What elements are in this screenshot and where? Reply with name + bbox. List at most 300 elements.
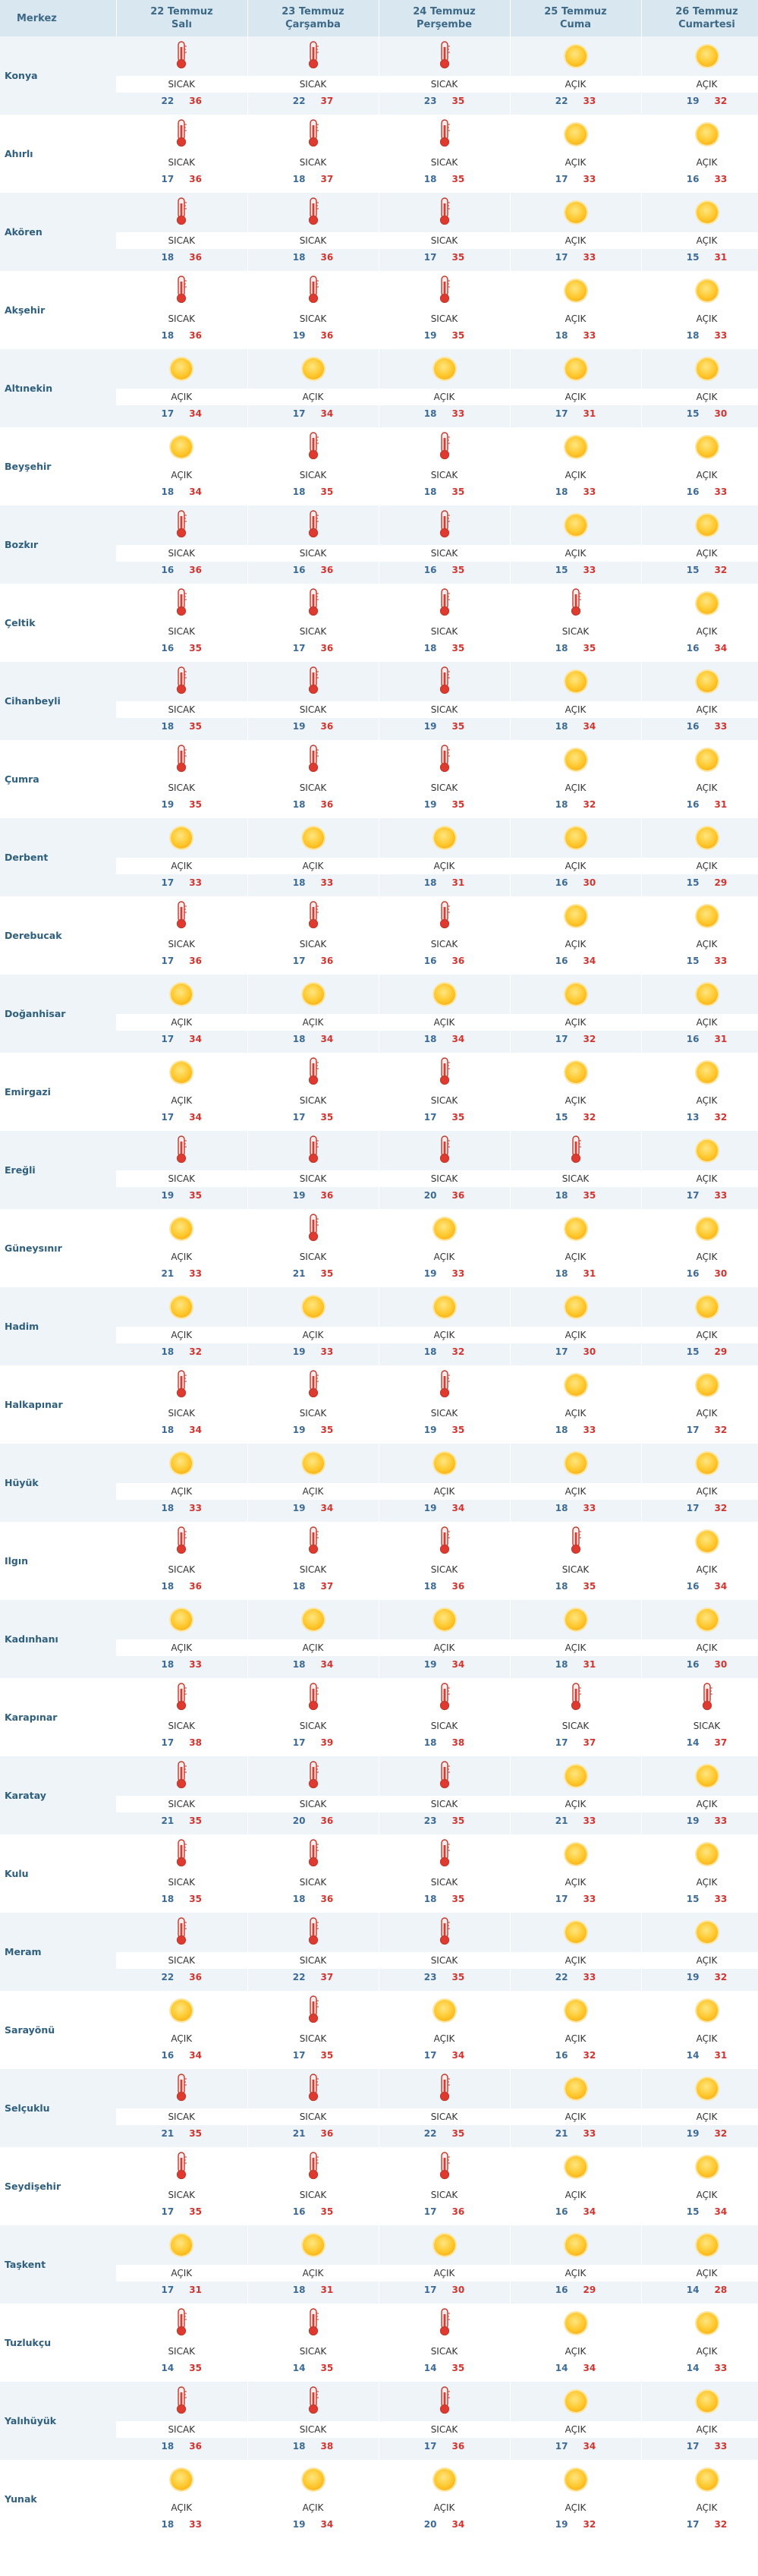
forecast-cell xyxy=(116,193,247,271)
max-temp: 35 xyxy=(583,643,596,653)
condition-label: SICAK xyxy=(116,232,247,249)
district-name: Güneysınır xyxy=(0,1209,116,1287)
condition-label: SICAK xyxy=(248,1874,379,1891)
weather-icon-box xyxy=(642,2147,758,2187)
temperature-range xyxy=(116,874,247,891)
thermometer-icon xyxy=(174,1838,189,1870)
forecast-cell xyxy=(247,740,379,818)
forecast-cell xyxy=(641,36,758,115)
temperature-range xyxy=(511,2125,641,2142)
thermometer-icon xyxy=(306,1916,321,1948)
min-temp: 16 xyxy=(423,956,437,966)
max-temp: 31 xyxy=(714,2050,728,2061)
district-name: Emirgazi xyxy=(0,1053,116,1131)
min-temp: 18 xyxy=(161,1894,175,1904)
condition-label: AÇIK xyxy=(511,1092,641,1109)
max-temp: 33 xyxy=(583,252,596,263)
district-row xyxy=(0,36,758,115)
weather-icon-box xyxy=(379,1053,510,1092)
weather-icon-box xyxy=(642,975,758,1014)
header-row xyxy=(0,0,758,36)
min-temp: 17 xyxy=(161,1034,175,1044)
min-temp: 13 xyxy=(686,1112,700,1123)
min-temp: 14 xyxy=(686,2285,700,2295)
thermometer-icon xyxy=(568,587,583,619)
max-temp: 36 xyxy=(189,252,202,263)
max-temp: 34 xyxy=(189,408,202,419)
max-temp: 36 xyxy=(320,1894,334,1904)
max-temp: 31 xyxy=(714,1034,728,1044)
temperature-range xyxy=(116,2125,247,2142)
weather-icon-box xyxy=(642,740,758,779)
forecast-cell xyxy=(641,1522,758,1600)
min-temp: 19 xyxy=(686,1972,700,1982)
weather-icon-box xyxy=(116,1209,247,1249)
max-temp: 35 xyxy=(189,2128,202,2139)
thermometer-icon xyxy=(174,1369,189,1401)
temperature-range xyxy=(642,327,758,344)
condition-label: SICAK xyxy=(379,76,510,93)
condition-label: SICAK xyxy=(379,2421,510,2438)
min-temp: 21 xyxy=(292,1268,306,1279)
forecast-cell xyxy=(641,271,758,349)
temperature-range xyxy=(511,1031,641,1047)
day-date: 24 Temmuz xyxy=(413,6,476,17)
sun-icon xyxy=(565,436,587,458)
min-temp: 18 xyxy=(555,1190,568,1201)
forecast-cell xyxy=(247,271,379,349)
max-temp: 36 xyxy=(320,799,334,810)
max-temp: 32 xyxy=(583,2050,596,2061)
min-temp: 22 xyxy=(161,1972,175,1982)
sun-icon xyxy=(565,2000,587,2021)
temperature-range xyxy=(248,327,379,344)
sun-icon xyxy=(565,671,587,692)
thermometer-icon xyxy=(306,197,321,228)
weather-icon-box xyxy=(642,1053,758,1092)
weather-icon-box xyxy=(642,1834,758,1874)
temperature-range xyxy=(379,2203,510,2220)
weather-icon-box xyxy=(116,1600,247,1639)
forecast-cell xyxy=(641,2304,758,2382)
weather-icon-box xyxy=(116,818,247,858)
temperature-range xyxy=(248,640,379,657)
thermometer-icon xyxy=(174,275,189,307)
min-temp: 18 xyxy=(161,721,175,732)
min-temp: 23 xyxy=(423,96,437,106)
condition-label: SICAK xyxy=(642,1718,758,1734)
sun-icon xyxy=(697,827,718,849)
district-row xyxy=(0,1991,758,2069)
forecast-body xyxy=(0,36,758,2538)
temperature-range xyxy=(511,483,641,500)
district-row xyxy=(0,1678,758,1756)
max-temp: 35 xyxy=(451,96,465,106)
condition-label: AÇIK xyxy=(642,623,758,640)
max-temp: 36 xyxy=(189,174,202,184)
condition-label: AÇIK xyxy=(511,154,641,171)
forecast-cell xyxy=(641,2225,758,2304)
thermometer-icon xyxy=(306,1213,321,1245)
max-temp: 32 xyxy=(714,2128,728,2139)
condition-label: SICAK xyxy=(116,1561,247,1578)
thermometer-icon xyxy=(174,1526,189,1557)
weather-icon-box xyxy=(379,505,510,545)
forecast-cell xyxy=(641,1913,758,1991)
weather-icon-box xyxy=(248,1365,379,1405)
thermometer-icon xyxy=(174,1760,189,1792)
min-temp: 18 xyxy=(292,174,306,184)
max-temp: 33 xyxy=(714,1190,728,1201)
forecast-cell xyxy=(116,740,247,818)
sun-icon xyxy=(303,827,324,849)
max-temp: 35 xyxy=(320,2363,334,2373)
min-temp: 19 xyxy=(686,2128,700,2139)
min-temp: 18 xyxy=(292,2285,306,2295)
forecast-cell xyxy=(247,1444,379,1522)
forecast-cell xyxy=(379,1678,510,1756)
min-temp: 17 xyxy=(555,1894,568,1904)
sun-icon xyxy=(697,1453,718,1474)
weather-icon-box xyxy=(116,2460,247,2499)
condition-label: SICAK xyxy=(116,623,247,640)
weather-icon-box xyxy=(642,505,758,545)
max-temp: 30 xyxy=(714,408,728,419)
district-row xyxy=(0,1913,758,1991)
condition-label: SICAK xyxy=(511,623,641,640)
weather-icon-box xyxy=(116,975,247,1014)
temperature-range xyxy=(248,1109,379,1126)
thermometer-icon xyxy=(568,1135,583,1167)
weather-icon-box xyxy=(248,271,379,310)
sun-icon xyxy=(303,2469,324,2490)
min-temp: 14 xyxy=(555,2363,568,2373)
condition-label: AÇIK xyxy=(511,1327,641,1343)
min-temp: 19 xyxy=(423,1425,437,1435)
forecast-cell xyxy=(247,1678,379,1756)
district-name: Akşehir xyxy=(0,271,116,349)
weather-icon-box xyxy=(248,2069,379,2108)
sun-icon xyxy=(697,593,718,614)
min-temp: 19 xyxy=(423,721,437,732)
thermometer-icon xyxy=(437,587,452,619)
max-temp: 35 xyxy=(451,799,465,810)
weather-icon-box xyxy=(379,1365,510,1405)
forecast-cell xyxy=(510,1287,641,1365)
weather-icon-box xyxy=(642,818,758,858)
temperature-range xyxy=(379,1812,510,1829)
weather-icon-box xyxy=(248,1600,379,1639)
weather-icon-box xyxy=(511,1131,641,1170)
condition-label: SICAK xyxy=(379,1952,510,1969)
sun-icon xyxy=(697,2234,718,2256)
condition-label: AÇIK xyxy=(642,154,758,171)
max-temp: 34 xyxy=(320,408,334,419)
min-temp: 17 xyxy=(292,1112,306,1123)
temperature-range xyxy=(248,2360,379,2376)
temperature-range xyxy=(642,718,758,735)
condition-label: AÇIK xyxy=(511,232,641,249)
min-temp: 16 xyxy=(686,721,700,732)
forecast-cell xyxy=(247,1600,379,1678)
temperature-range xyxy=(642,562,758,578)
max-temp: 39 xyxy=(320,1737,334,1748)
forecast-cell xyxy=(510,427,641,505)
min-temp: 16 xyxy=(161,2050,175,2061)
temperature-range xyxy=(511,1343,641,1360)
forecast-cell xyxy=(247,2460,379,2538)
sun-icon xyxy=(565,905,587,927)
condition-label: SICAK xyxy=(379,1796,510,1812)
weather-icon-box xyxy=(116,1991,247,2030)
sun-icon xyxy=(697,1765,718,1787)
forecast-cell xyxy=(379,1209,510,1287)
forecast-cell xyxy=(641,2147,758,2225)
weather-icon-box xyxy=(379,1600,510,1639)
max-temp: 36 xyxy=(320,565,334,575)
weather-icon-box xyxy=(642,2069,758,2108)
thermometer-icon xyxy=(437,1760,452,1792)
day-weekday: Çarşamba xyxy=(285,19,341,30)
min-temp: 19 xyxy=(423,1268,437,1279)
condition-label: AÇIK xyxy=(379,2030,510,2047)
sun-icon xyxy=(565,515,587,536)
min-temp: 21 xyxy=(555,2128,568,2139)
day-header xyxy=(116,0,247,36)
max-temp: 33 xyxy=(583,1503,596,1513)
temperature-range xyxy=(116,1578,247,1595)
max-temp: 35 xyxy=(189,1190,202,1201)
thermometer-icon xyxy=(437,509,452,541)
sun-icon xyxy=(171,827,192,849)
forecast-cell xyxy=(247,1522,379,1600)
min-temp: 16 xyxy=(161,565,175,575)
sun-icon xyxy=(434,1609,455,1630)
temperature-range xyxy=(248,1343,379,1360)
temperature-range xyxy=(379,171,510,187)
min-temp: 20 xyxy=(423,1190,437,1201)
forecast-cell xyxy=(510,662,641,740)
weather-icon-box xyxy=(511,271,641,310)
min-temp: 17 xyxy=(555,1034,568,1044)
condition-label: AÇIK xyxy=(642,2421,758,2438)
forecast-cell xyxy=(641,2460,758,2538)
thermometer-icon xyxy=(437,2151,452,2183)
temperature-range xyxy=(116,1265,247,1282)
district-row xyxy=(0,505,758,584)
weather-icon-box xyxy=(116,662,247,701)
condition-label: SICAK xyxy=(248,701,379,718)
condition-label: SICAK xyxy=(116,1796,247,1812)
min-temp: 18 xyxy=(423,643,437,653)
max-temp: 31 xyxy=(189,2285,202,2295)
temperature-range xyxy=(511,2438,641,2455)
min-temp: 18 xyxy=(161,1581,175,1592)
condition-label: AÇIK xyxy=(642,76,758,93)
max-temp: 36 xyxy=(189,1581,202,1592)
min-temp: 17 xyxy=(423,2050,437,2061)
thermometer-icon xyxy=(437,2073,452,2105)
forecast-cell xyxy=(379,2460,510,2538)
min-temp: 22 xyxy=(292,96,306,106)
min-temp: 18 xyxy=(161,1503,175,1513)
thermometer-icon xyxy=(174,666,189,698)
thermometer-icon xyxy=(306,40,321,72)
condition-label: SICAK xyxy=(248,2187,379,2203)
condition-label: AÇIK xyxy=(511,467,641,483)
temperature-range xyxy=(511,1265,641,1282)
thermometer-icon xyxy=(174,587,189,619)
condition-label: SICAK xyxy=(116,1718,247,1734)
sun-icon xyxy=(434,827,455,849)
forecast-cell xyxy=(379,1756,510,1834)
weather-icon-box xyxy=(379,2460,510,2499)
district-row xyxy=(0,2147,758,2225)
min-temp: 20 xyxy=(423,2519,437,2530)
weather-icon-box xyxy=(642,1991,758,2030)
forecast-cell xyxy=(379,2069,510,2147)
max-temp: 34 xyxy=(583,2441,596,2452)
forecast-cell xyxy=(116,2225,247,2304)
temperature-range xyxy=(248,2438,379,2455)
forecast-cell xyxy=(379,1991,510,2069)
district-row xyxy=(0,1287,758,1365)
sun-icon xyxy=(303,984,324,1005)
max-temp: 34 xyxy=(583,2206,596,2217)
min-temp: 17 xyxy=(423,2285,437,2295)
district-name: Tuzlukçu xyxy=(0,2304,116,2382)
weather-icon-box xyxy=(642,2460,758,2499)
thermometer-icon xyxy=(437,2385,452,2417)
temperature-range xyxy=(379,796,510,813)
weather-icon-box xyxy=(248,1834,379,1874)
condition-label: AÇIK xyxy=(116,1092,247,1109)
min-temp: 17 xyxy=(161,1737,175,1748)
max-temp: 35 xyxy=(451,487,465,497)
min-temp: 16 xyxy=(686,1581,700,1592)
weather-icon-box xyxy=(248,740,379,779)
weather-icon-box xyxy=(379,1991,510,2030)
thermometer-icon xyxy=(437,1916,452,1948)
sun-icon xyxy=(171,1218,192,1239)
min-temp: 17 xyxy=(161,2206,175,2217)
temperature-range xyxy=(248,1656,379,1673)
condition-label: SICAK xyxy=(248,1952,379,1969)
district-name: Derebucak xyxy=(0,896,116,975)
min-temp: 16 xyxy=(686,174,700,184)
min-temp: 17 xyxy=(686,1190,700,1201)
min-temp: 17 xyxy=(555,2441,568,2452)
weather-icon-box xyxy=(248,896,379,936)
min-temp: 16 xyxy=(292,565,306,575)
sun-icon xyxy=(565,749,587,770)
weather-icon-box xyxy=(379,1522,510,1561)
condition-label: AÇIK xyxy=(116,1327,247,1343)
sun-icon xyxy=(171,1609,192,1630)
forecast-cell xyxy=(247,662,379,740)
district-name: Yalıhüyük xyxy=(0,2382,116,2460)
condition-label: AÇIK xyxy=(511,1249,641,1265)
sun-icon xyxy=(697,1922,718,1943)
temperature-range xyxy=(379,1343,510,1360)
district-row xyxy=(0,975,758,1053)
temperature-range xyxy=(642,1422,758,1438)
max-temp: 32 xyxy=(714,2519,728,2530)
max-temp: 29 xyxy=(714,877,728,888)
condition-label: SICAK xyxy=(248,310,379,327)
min-temp: 18 xyxy=(161,2441,175,2452)
weather-icon-box xyxy=(511,975,641,1014)
forecast-cell xyxy=(116,1522,247,1600)
max-temp: 35 xyxy=(451,330,465,341)
weather-icon-box xyxy=(248,1756,379,1796)
temperature-range xyxy=(642,405,758,422)
min-temp: 17 xyxy=(292,2050,306,2061)
condition-label: SICAK xyxy=(116,2421,247,2438)
temperature-range xyxy=(511,1578,641,1595)
temperature-range xyxy=(379,1656,510,1673)
temperature-range xyxy=(511,640,641,657)
weather-icon-box xyxy=(116,36,247,76)
forecast-cell xyxy=(510,975,641,1053)
min-temp: 14 xyxy=(423,2363,437,2373)
forecast-cell xyxy=(116,349,247,427)
max-temp: 34 xyxy=(451,2519,465,2530)
condition-label: AÇIK xyxy=(116,2499,247,2516)
min-temp: 14 xyxy=(686,2363,700,2373)
temperature-range xyxy=(116,93,247,109)
forecast-cell xyxy=(641,427,758,505)
temperature-range xyxy=(248,1031,379,1047)
sun-icon xyxy=(697,202,718,223)
max-temp: 33 xyxy=(583,330,596,341)
forecast-cell xyxy=(247,505,379,584)
condition-label: SICAK xyxy=(248,1718,379,1734)
condition-label: AÇIK xyxy=(116,1014,247,1031)
min-temp: 17 xyxy=(161,2285,175,2295)
forecast-cell xyxy=(379,1444,510,1522)
min-temp: 16 xyxy=(686,799,700,810)
min-temp: 18 xyxy=(161,1425,175,1435)
max-temp: 38 xyxy=(320,2441,334,2452)
temperature-range xyxy=(116,562,247,578)
temperature-range xyxy=(116,640,247,657)
weather-icon-box xyxy=(379,2382,510,2421)
condition-label: SICAK xyxy=(379,779,510,796)
max-temp: 31 xyxy=(714,252,728,263)
condition-label: SICAK xyxy=(248,1561,379,1578)
temperature-range xyxy=(642,2282,758,2298)
max-temp: 36 xyxy=(451,956,465,966)
forecast-cell xyxy=(510,193,641,271)
condition-label: AÇIK xyxy=(248,1483,379,1500)
forecast-cell xyxy=(510,818,641,896)
min-temp: 18 xyxy=(555,1425,568,1435)
forecast-cell xyxy=(510,2382,641,2460)
temperature-range xyxy=(116,1891,247,1907)
thermometer-icon xyxy=(437,1682,452,1714)
district-row xyxy=(0,1444,758,1522)
max-temp: 29 xyxy=(583,2285,596,2295)
max-temp: 34 xyxy=(583,956,596,966)
weather-icon-box xyxy=(511,818,641,858)
min-temp: 18 xyxy=(161,1346,175,1357)
weather-icon-box xyxy=(511,505,641,545)
max-temp: 31 xyxy=(583,1659,596,1670)
condition-label: SICAK xyxy=(379,232,510,249)
weather-icon-box xyxy=(116,349,247,389)
sun-icon xyxy=(565,358,587,379)
